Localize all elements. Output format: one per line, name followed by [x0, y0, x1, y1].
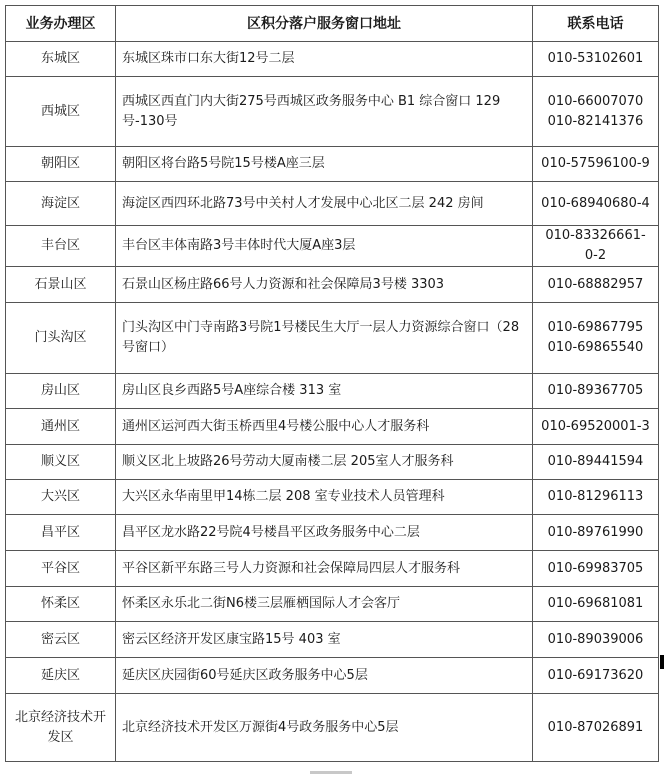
table-row — [6, 622, 659, 658]
district-cell: 丰台区 — [6, 226, 116, 267]
phone-number: 010-69173620 — [547, 667, 644, 683]
phone-number: 010-89367705 — [547, 383, 644, 398]
table-row — [6, 77, 659, 147]
phone-cell — [533, 226, 659, 267]
phone-cell — [533, 551, 659, 587]
phone-number: 010-66007070 — [547, 93, 644, 109]
address-cell: 昌平区龙水路22号院4号楼昌平区政务服务中心二层 — [116, 515, 533, 551]
phone-number: 010-69681081 — [547, 596, 644, 611]
table-row — [6, 42, 659, 77]
district-cell: 西城区 — [6, 77, 116, 147]
district-cell: 平谷区 — [6, 551, 116, 587]
phone-cell — [533, 587, 659, 622]
phone-cell — [533, 480, 659, 515]
table-row — [6, 303, 659, 374]
phone-number: 010-87026891 — [547, 719, 644, 735]
header-phone: 联系电话 — [533, 6, 659, 42]
table-row — [6, 694, 659, 762]
table-row — [6, 267, 659, 303]
table-row — [6, 480, 659, 515]
address-cell: 通州区运河西大街玉桥西里4号楼公服中心人才服务科 — [116, 409, 533, 445]
district-cell: 通州区 — [6, 409, 116, 445]
district-cell: 石景山区 — [6, 267, 116, 303]
phone-number: 010-89039006 — [547, 631, 644, 647]
address-cell: 石景山区杨庄路66号人力资源和社会保障局3号楼 3303 — [116, 267, 533, 303]
phone-number: 010-89761990 — [547, 524, 644, 540]
address-cell: 顺义区北上坡路26号劳动大厦南楼二层 205室人才服务科 — [116, 445, 533, 480]
phone-number: 010-83326661-0-2 — [545, 228, 646, 263]
district-cell: 大兴区 — [6, 480, 116, 515]
address-cell: 大兴区永华南里甲14栋二层 208 室专业技术人员管理科 — [116, 480, 533, 515]
district-cell: 密云区 — [6, 622, 116, 658]
phone-cell — [533, 42, 659, 77]
table-row — [6, 182, 659, 226]
phone-cell — [533, 622, 659, 658]
phone-number: 010-69865540 — [547, 340, 644, 355]
address-cell: 丰台区丰体南路3号丰体时代大厦A座3层 — [116, 226, 533, 267]
district-cell: 北京经济技术开发区 — [6, 694, 116, 762]
phone-number: 010-53102601 — [547, 51, 644, 66]
address-cell: 延庆区庆园街60号延庆区政务服务中心5层 — [116, 658, 533, 694]
phone-cell — [533, 77, 659, 147]
phone-number: 010-68882957 — [547, 276, 644, 292]
phone-cell — [533, 515, 659, 551]
phone-cell — [533, 658, 659, 694]
table-row — [6, 445, 659, 480]
district-cell: 怀柔区 — [6, 587, 116, 622]
district-cell: 海淀区 — [6, 182, 116, 226]
table-header-row — [6, 6, 659, 42]
phone-number: 010-69520001-3 — [541, 418, 650, 434]
phone-number: 010-69983705 — [547, 560, 644, 576]
address-cell: 海淀区西四环北路73号中关村人才发展中心北区二层 242 房间 — [116, 182, 533, 226]
table-row — [6, 587, 659, 622]
phone-number: 010-81296113 — [547, 489, 644, 504]
district-cell: 顺义区 — [6, 445, 116, 480]
district-cell: 延庆区 — [6, 658, 116, 694]
phone-cell — [533, 445, 659, 480]
table-row — [6, 551, 659, 587]
address-cell: 房山区良乡西路5号A座综合楼 313 室 — [116, 374, 533, 409]
district-cell: 门头沟区 — [6, 303, 116, 374]
table-row — [6, 409, 659, 445]
phone-cell — [533, 409, 659, 445]
table-row — [6, 147, 659, 182]
service-window-table — [5, 5, 659, 762]
phone-number: 010-82141376 — [547, 113, 644, 129]
district-cell: 朝阳区 — [6, 147, 116, 182]
phone-number: 010-57596100-9 — [541, 156, 650, 171]
table-row — [6, 515, 659, 551]
address-cell: 东城区珠市口东大街12号二层 — [116, 42, 533, 77]
scroll-marker — [660, 655, 664, 669]
phone-cell — [533, 182, 659, 226]
address-cell: 平谷区新平东路三号人力资源和社会保障局四层人才服务科 — [116, 551, 533, 587]
address-cell: 西城区西直门内大街275号西城区政务服务中心 B1 综合窗口 129号-130号 — [116, 77, 533, 147]
district-cell: 东城区 — [6, 42, 116, 77]
address-cell: 密云区经济开发区康宝路15号 403 室 — [116, 622, 533, 658]
address-cell: 北京经济技术开发区万源街4号政务服务中心5层 — [116, 694, 533, 762]
address-cell: 门头沟区中门寺南路3号院1号楼民生大厅一层人力资源综合窗口（28号窗口） — [116, 303, 533, 374]
district-cell: 昌平区 — [6, 515, 116, 551]
address-cell: 朝阳区将台路5号院15号楼A座三层 — [116, 147, 533, 182]
table-row — [6, 658, 659, 694]
phone-cell — [533, 694, 659, 762]
phone-number: 010-69867795 — [547, 320, 644, 335]
header-district: 业务办理区 — [6, 6, 116, 42]
phone-cell — [533, 147, 659, 182]
phone-cell — [533, 303, 659, 374]
phone-cell — [533, 267, 659, 303]
address-cell: 怀柔区永乐北二街N6楼三层雁栖国际人才会客厅 — [116, 587, 533, 622]
header-address: 区积分落户服务窗口地址 — [116, 6, 533, 42]
phone-number: 010-68940680-4 — [541, 195, 650, 211]
table-row — [6, 226, 659, 267]
phone-cell — [533, 374, 659, 409]
district-cell: 房山区 — [6, 374, 116, 409]
phone-number: 010-89441594 — [547, 454, 644, 469]
table-row — [6, 374, 659, 409]
